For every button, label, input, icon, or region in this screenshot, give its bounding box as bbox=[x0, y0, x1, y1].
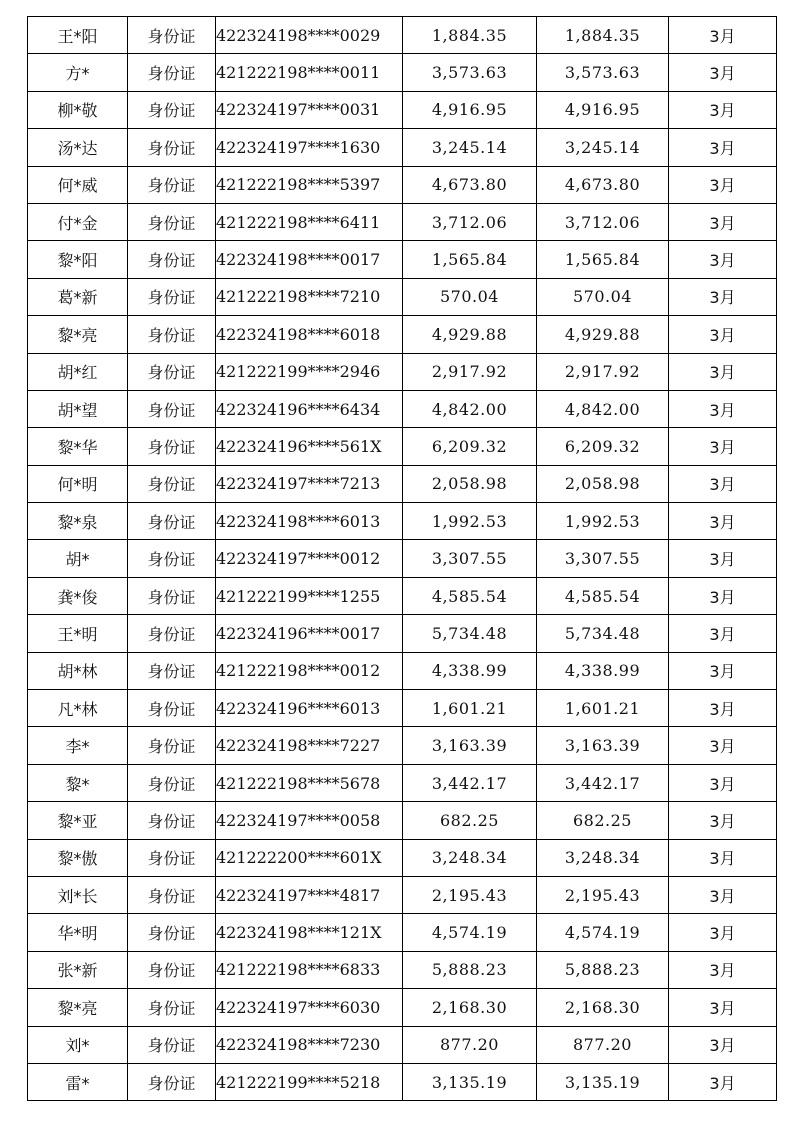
cell-month: 3月 bbox=[669, 390, 777, 427]
cell-name: 黎*亮 bbox=[28, 316, 128, 353]
table-row bbox=[28, 428, 777, 465]
table-body bbox=[28, 17, 777, 1101]
cell-amount-2: 1,884.35 bbox=[537, 17, 669, 54]
cell-id-type: 身份证 bbox=[128, 91, 216, 128]
cell-amount: 6,209.32 bbox=[403, 428, 537, 465]
cell-id-type: 身份证 bbox=[128, 166, 216, 203]
cell-amount: 1,565.84 bbox=[403, 241, 537, 278]
cell-amount-2: 2,917.92 bbox=[537, 353, 669, 390]
cell-month: 3月 bbox=[669, 839, 777, 876]
table-row bbox=[28, 652, 777, 689]
cell-name: 何*明 bbox=[28, 465, 128, 502]
table-row bbox=[28, 540, 777, 577]
cell-name: 王*明 bbox=[28, 615, 128, 652]
cell-id-number: 421222199****5218 bbox=[216, 1063, 403, 1100]
cell-id-type: 身份证 bbox=[128, 727, 216, 764]
cell-id-type: 身份证 bbox=[128, 802, 216, 839]
cell-month: 3月 bbox=[669, 91, 777, 128]
cell-name: 柳*敬 bbox=[28, 91, 128, 128]
cell-id-type: 身份证 bbox=[128, 989, 216, 1026]
cell-name: 胡*红 bbox=[28, 353, 128, 390]
cell-name: 龚*俊 bbox=[28, 577, 128, 614]
cell-month: 3月 bbox=[669, 876, 777, 913]
table-row bbox=[28, 690, 777, 727]
cell-id-number: 422324197****0058 bbox=[216, 802, 403, 839]
cell-amount: 4,338.99 bbox=[403, 652, 537, 689]
cell-id-type: 身份证 bbox=[128, 690, 216, 727]
cell-amount-2: 3,135.19 bbox=[537, 1063, 669, 1100]
table-row bbox=[28, 390, 777, 427]
cell-month: 3月 bbox=[669, 989, 777, 1026]
cell-amount: 4,842.00 bbox=[403, 390, 537, 427]
cell-id-number: 421222199****1255 bbox=[216, 577, 403, 614]
cell-month: 3月 bbox=[669, 802, 777, 839]
cell-name: 黎*华 bbox=[28, 428, 128, 465]
table-row bbox=[28, 17, 777, 54]
table-row bbox=[28, 876, 777, 913]
cell-name: 何*威 bbox=[28, 166, 128, 203]
cell-month: 3月 bbox=[669, 951, 777, 988]
table-row bbox=[28, 727, 777, 764]
cell-name: 付*金 bbox=[28, 203, 128, 240]
table-row bbox=[28, 914, 777, 951]
cell-name: 胡* bbox=[28, 540, 128, 577]
table-row bbox=[28, 316, 777, 353]
cell-month: 3月 bbox=[669, 316, 777, 353]
cell-amount-2: 4,673.80 bbox=[537, 166, 669, 203]
table-row bbox=[28, 989, 777, 1026]
cell-amount: 4,916.95 bbox=[403, 91, 537, 128]
cell-month: 3月 bbox=[669, 129, 777, 166]
cell-id-number: 421222198****6411 bbox=[216, 203, 403, 240]
cell-id-type: 身份证 bbox=[128, 503, 216, 540]
records-table bbox=[27, 16, 777, 1101]
cell-name: 李* bbox=[28, 727, 128, 764]
cell-id-number: 422324197****6030 bbox=[216, 989, 403, 1026]
cell-month: 3月 bbox=[669, 166, 777, 203]
cell-amount-2: 3,307.55 bbox=[537, 540, 669, 577]
table-row bbox=[28, 503, 777, 540]
cell-amount: 5,734.48 bbox=[403, 615, 537, 652]
cell-id-number: 422324198****6018 bbox=[216, 316, 403, 353]
cell-id-type: 身份证 bbox=[128, 353, 216, 390]
cell-name: 方* bbox=[28, 54, 128, 91]
cell-amount-2: 4,338.99 bbox=[537, 652, 669, 689]
cell-amount: 4,929.88 bbox=[403, 316, 537, 353]
cell-id-type: 身份证 bbox=[128, 278, 216, 315]
cell-amount-2: 4,916.95 bbox=[537, 91, 669, 128]
cell-id-number: 421222198****5397 bbox=[216, 166, 403, 203]
cell-name: 黎*泉 bbox=[28, 503, 128, 540]
cell-id-type: 身份证 bbox=[128, 1063, 216, 1100]
cell-id-number: 422324198****121X bbox=[216, 914, 403, 951]
table-row bbox=[28, 91, 777, 128]
cell-month: 3月 bbox=[669, 1063, 777, 1100]
cell-amount: 682.25 bbox=[403, 802, 537, 839]
cell-month: 3月 bbox=[669, 1026, 777, 1063]
cell-id-number: 422324196****561X bbox=[216, 428, 403, 465]
cell-amount: 1,601.21 bbox=[403, 690, 537, 727]
cell-id-type: 身份证 bbox=[128, 876, 216, 913]
cell-amount-2: 4,585.54 bbox=[537, 577, 669, 614]
cell-month: 3月 bbox=[669, 764, 777, 801]
cell-id-number: 421222200****601X bbox=[216, 839, 403, 876]
cell-id-number: 421222198****6833 bbox=[216, 951, 403, 988]
cell-month: 3月 bbox=[669, 203, 777, 240]
cell-month: 3月 bbox=[669, 465, 777, 502]
cell-id-type: 身份证 bbox=[128, 951, 216, 988]
cell-amount-2: 570.04 bbox=[537, 278, 669, 315]
cell-id-type: 身份证 bbox=[128, 577, 216, 614]
table-row bbox=[28, 802, 777, 839]
cell-name: 雷* bbox=[28, 1063, 128, 1100]
cell-id-type: 身份证 bbox=[128, 129, 216, 166]
cell-name: 黎* bbox=[28, 764, 128, 801]
cell-amount-2: 5,888.23 bbox=[537, 951, 669, 988]
cell-name: 王*阳 bbox=[28, 17, 128, 54]
cell-name: 汤*达 bbox=[28, 129, 128, 166]
table-row bbox=[28, 839, 777, 876]
cell-month: 3月 bbox=[669, 17, 777, 54]
cell-amount-2: 1,992.53 bbox=[537, 503, 669, 540]
cell-amount: 3,712.06 bbox=[403, 203, 537, 240]
cell-month: 3月 bbox=[669, 503, 777, 540]
cell-amount-2: 2,195.43 bbox=[537, 876, 669, 913]
cell-id-number: 422324196****6434 bbox=[216, 390, 403, 427]
cell-amount: 4,574.19 bbox=[403, 914, 537, 951]
cell-name: 刘* bbox=[28, 1026, 128, 1063]
cell-amount-2: 4,574.19 bbox=[537, 914, 669, 951]
cell-id-type: 身份证 bbox=[128, 203, 216, 240]
cell-amount: 3,248.34 bbox=[403, 839, 537, 876]
cell-month: 3月 bbox=[669, 353, 777, 390]
cell-name: 葛*新 bbox=[28, 278, 128, 315]
cell-name: 华*明 bbox=[28, 914, 128, 951]
cell-name: 黎*亮 bbox=[28, 989, 128, 1026]
cell-month: 3月 bbox=[669, 615, 777, 652]
cell-amount: 2,917.92 bbox=[403, 353, 537, 390]
cell-amount-2: 3,573.63 bbox=[537, 54, 669, 91]
cell-id-type: 身份证 bbox=[128, 1026, 216, 1063]
cell-amount: 1,992.53 bbox=[403, 503, 537, 540]
cell-id-number: 421222198****0011 bbox=[216, 54, 403, 91]
table-row bbox=[28, 241, 777, 278]
cell-amount-2: 3,163.39 bbox=[537, 727, 669, 764]
table-row bbox=[28, 1026, 777, 1063]
cell-amount-2: 1,565.84 bbox=[537, 241, 669, 278]
cell-name: 黎*阳 bbox=[28, 241, 128, 278]
cell-amount: 570.04 bbox=[403, 278, 537, 315]
cell-month: 3月 bbox=[669, 241, 777, 278]
table-row bbox=[28, 166, 777, 203]
table-row bbox=[28, 764, 777, 801]
table-row bbox=[28, 203, 777, 240]
cell-month: 3月 bbox=[669, 540, 777, 577]
cell-id-type: 身份证 bbox=[128, 17, 216, 54]
cell-amount: 3,573.63 bbox=[403, 54, 537, 91]
table-row bbox=[28, 353, 777, 390]
cell-id-number: 422324196****6013 bbox=[216, 690, 403, 727]
cell-name: 刘*长 bbox=[28, 876, 128, 913]
table-row bbox=[28, 278, 777, 315]
cell-amount: 4,673.80 bbox=[403, 166, 537, 203]
cell-name: 胡*林 bbox=[28, 652, 128, 689]
cell-month: 3月 bbox=[669, 652, 777, 689]
cell-id-type: 身份证 bbox=[128, 54, 216, 91]
cell-amount: 5,888.23 bbox=[403, 951, 537, 988]
cell-id-type: 身份证 bbox=[128, 914, 216, 951]
cell-amount-2: 682.25 bbox=[537, 802, 669, 839]
cell-name: 黎*傲 bbox=[28, 839, 128, 876]
cell-id-type: 身份证 bbox=[128, 241, 216, 278]
table-row bbox=[28, 54, 777, 91]
cell-id-number: 422324198****7230 bbox=[216, 1026, 403, 1063]
table-row bbox=[28, 615, 777, 652]
cell-name: 胡*望 bbox=[28, 390, 128, 427]
cell-id-number: 422324197****1630 bbox=[216, 129, 403, 166]
cell-name: 张*新 bbox=[28, 951, 128, 988]
cell-amount: 2,058.98 bbox=[403, 465, 537, 502]
cell-id-number: 422324197****0012 bbox=[216, 540, 403, 577]
cell-month: 3月 bbox=[669, 577, 777, 614]
cell-id-number: 422324198****0017 bbox=[216, 241, 403, 278]
cell-id-type: 身份证 bbox=[128, 465, 216, 502]
cell-amount-2: 5,734.48 bbox=[537, 615, 669, 652]
cell-month: 3月 bbox=[669, 690, 777, 727]
cell-amount: 3,163.39 bbox=[403, 727, 537, 764]
table-row bbox=[28, 465, 777, 502]
cell-month: 3月 bbox=[669, 278, 777, 315]
table-row bbox=[28, 129, 777, 166]
cell-id-type: 身份证 bbox=[128, 540, 216, 577]
cell-amount: 2,168.30 bbox=[403, 989, 537, 1026]
cell-amount: 3,135.19 bbox=[403, 1063, 537, 1100]
cell-id-type: 身份证 bbox=[128, 839, 216, 876]
cell-name: 黎*亚 bbox=[28, 802, 128, 839]
cell-id-type: 身份证 bbox=[128, 428, 216, 465]
cell-amount-2: 1,601.21 bbox=[537, 690, 669, 727]
cell-amount: 3,307.55 bbox=[403, 540, 537, 577]
cell-id-number: 421222199****2946 bbox=[216, 353, 403, 390]
cell-amount: 4,585.54 bbox=[403, 577, 537, 614]
cell-amount-2: 4,842.00 bbox=[537, 390, 669, 427]
cell-month: 3月 bbox=[669, 428, 777, 465]
cell-amount: 3,442.17 bbox=[403, 764, 537, 801]
cell-id-number: 422324197****7213 bbox=[216, 465, 403, 502]
cell-amount-2: 2,168.30 bbox=[537, 989, 669, 1026]
cell-amount-2: 4,929.88 bbox=[537, 316, 669, 353]
cell-amount: 877.20 bbox=[403, 1026, 537, 1063]
cell-amount-2: 3,712.06 bbox=[537, 203, 669, 240]
cell-amount-2: 3,245.14 bbox=[537, 129, 669, 166]
cell-id-number: 422324196****0017 bbox=[216, 615, 403, 652]
cell-id-number: 422324197****4817 bbox=[216, 876, 403, 913]
cell-amount: 3,245.14 bbox=[403, 129, 537, 166]
cell-amount-2: 3,248.34 bbox=[537, 839, 669, 876]
cell-amount: 1,884.35 bbox=[403, 17, 537, 54]
cell-id-type: 身份证 bbox=[128, 390, 216, 427]
cell-amount-2: 3,442.17 bbox=[537, 764, 669, 801]
table-row bbox=[28, 1063, 777, 1100]
cell-id-number: 421222198****0012 bbox=[216, 652, 403, 689]
cell-month: 3月 bbox=[669, 914, 777, 951]
table-row bbox=[28, 577, 777, 614]
cell-id-type: 身份证 bbox=[128, 316, 216, 353]
cell-amount-2: 6,209.32 bbox=[537, 428, 669, 465]
cell-amount-2: 877.20 bbox=[537, 1026, 669, 1063]
cell-id-number: 422324198****7227 bbox=[216, 727, 403, 764]
cell-amount-2: 2,058.98 bbox=[537, 465, 669, 502]
cell-amount: 2,195.43 bbox=[403, 876, 537, 913]
cell-id-type: 身份证 bbox=[128, 652, 216, 689]
cell-id-number: 422324198****6013 bbox=[216, 503, 403, 540]
cell-id-number: 422324197****0031 bbox=[216, 91, 403, 128]
cell-id-number: 421222198****5678 bbox=[216, 764, 403, 801]
table-row bbox=[28, 951, 777, 988]
cell-id-type: 身份证 bbox=[128, 764, 216, 801]
cell-id-number: 422324198****0029 bbox=[216, 17, 403, 54]
cell-id-type: 身份证 bbox=[128, 615, 216, 652]
cell-month: 3月 bbox=[669, 727, 777, 764]
cell-id-number: 421222198****7210 bbox=[216, 278, 403, 315]
cell-month: 3月 bbox=[669, 54, 777, 91]
cell-name: 凡*林 bbox=[28, 690, 128, 727]
